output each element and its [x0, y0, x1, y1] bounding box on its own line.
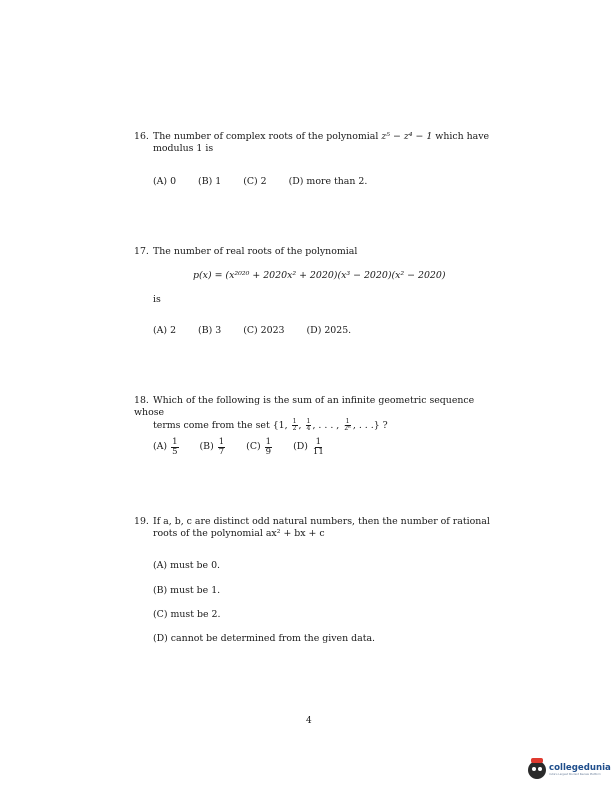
option-c: (C) 2023 — [243, 325, 285, 336]
q17-is-text: is — [153, 294, 161, 305]
option-c: (C) $\frac{1}{9}$ — [246, 437, 272, 457]
option-b: (B) 3 — [198, 325, 222, 336]
q16-options — [153, 176, 389, 188]
question-number: 18. — [134, 395, 149, 406]
option-a: (A) 2 — [153, 325, 177, 336]
question-number: 16. — [134, 131, 149, 142]
option-c: (C) must be 2. — [153, 609, 221, 620]
option-b: (B) 1 — [198, 176, 222, 187]
option-b: (B) $\frac{1}{7}$ — [199, 437, 225, 457]
question-text: The number of real roots of the polynomial — [153, 246, 358, 257]
question-text-end: which have — [432, 131, 490, 142]
collegedunia-logo — [528, 756, 612, 784]
option-a: (A) 0 — [153, 176, 177, 187]
polynomial: z⁵ − z⁴ − 1 — [381, 131, 433, 142]
question-16 — [134, 131, 504, 155]
q17-options — [153, 325, 373, 337]
option-d: (D) $\frac{1}{11}$ — [293, 437, 324, 457]
option-d: (D) cannot be determined from the given data. — [153, 633, 376, 644]
q17-equation: p(x) = (x²⁰²⁰ + 2020x² + 2020)(x³ − 2020)(x² − 2020) — [193, 270, 446, 281]
question-number: 19. — [134, 516, 149, 527]
question-text: If a, b, c are distinct odd natural numbers, then the number of rational — [153, 516, 490, 527]
question-text-line2: roots of the polynomial ax² + bx + c — [153, 527, 325, 539]
option-d: (D) more than 2. — [288, 176, 368, 187]
q18-options — [153, 438, 346, 456]
set-frac-last: $\frac{1}{\text{2ⁿ}}$ — [344, 417, 351, 432]
option-c: (C) 2 — [243, 176, 267, 187]
question-text: Which of the following is the sum of an infinite geometric sequence whose — [134, 395, 475, 418]
collegedunia-logo-icon — [528, 761, 546, 779]
logo-name: collegedunia — [549, 762, 611, 773]
question-text-line2: terms come from the set {1, $\frac{1}{2}$ , $\frac{1}{4}$ , . . . , $\frac{1}{\text{2ⁿ}}$ , . . .} ? — [153, 417, 388, 432]
option-a: (A) must be 0. — [153, 560, 221, 571]
logo-tagline: India's Largest Student Review Platform — [549, 773, 601, 777]
question-number: 17. — [134, 246, 149, 257]
option-a: (A) $\frac{1}{5}$ — [153, 437, 178, 457]
set-frac-quarter: $\frac{1}{4}$ — [306, 417, 311, 432]
question-17 — [134, 246, 504, 258]
option-b: (B) must be 1. — [153, 585, 221, 596]
page-number: 4 — [306, 716, 312, 726]
question-19 — [134, 516, 504, 540]
option-d: (D) 2025. — [306, 325, 352, 336]
question-text: The number of complex roots of the polynomial — [153, 131, 382, 142]
set-frac-half: $\frac{1}{2}$ — [292, 417, 297, 432]
question-18 — [134, 395, 504, 432]
question-text-line2: modulus 1 is — [153, 142, 214, 154]
